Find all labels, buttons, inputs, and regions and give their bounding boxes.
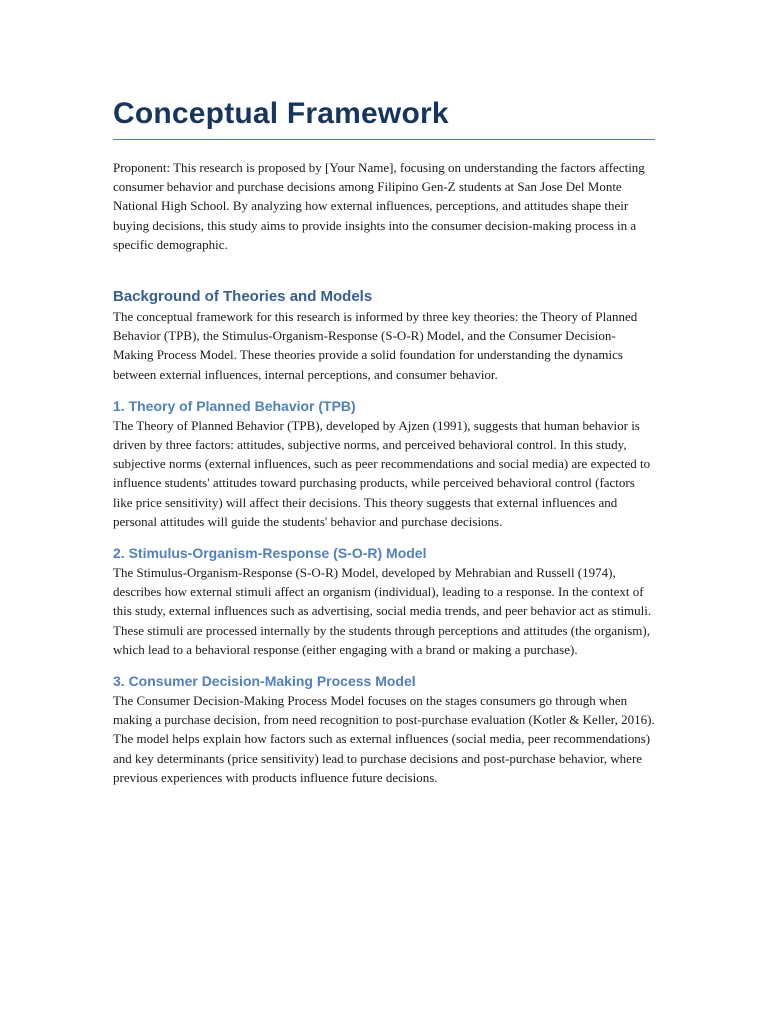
section-paragraph: The Consumer Decision-Making Process Model focuses on the stages consumers go through when making a purchase decision, from need recognition to post-purchase evaluation (Kotler & Keller, 2016). The model helps explain how factors such as external influences (social media, peer recommendations) and key determinants (price sensitivity) lead to purchase decisions and post-purchase behavior, where previous experiences with products influence future decisions.	[113, 693, 655, 785]
background-section	[113, 287, 655, 384]
document-page	[113, 92, 655, 787]
proponent-paragraph: Proponent: This research is proposed by [Your Name], focusing on understanding the factors affecting consumer behavior and purchase decisions among Filipino Gen-Z students at San Jose Del Monte National High School. By analyzing how external influences, perceptions, and attitudes shape their buying decisions, this study aims to provide insights into the consumer decision-making process in a specific demographic.	[113, 160, 645, 252]
section-heading: 1. Theory of Planned Behavior (TPB)	[113, 397, 356, 414]
section-paragraph: The Stimulus-Organism-Response (S-O-R) Model, developed by Mehrabian and Russell (1974), describes how external stimuli affect an organism (individual), leading to a response. In the context of this study, external influences such as advertising, social media trends, and peer behavior act as stimuli. These stimuli are processed internally by the students through perceptions and attitudes (the organism), which lead to a behavioral response (either engaging with a brand or making a purchase).	[113, 565, 652, 657]
document-title: Conceptual Framework	[113, 92, 655, 140]
section-heading: 3. Consumer Decision-Making Process Model	[113, 673, 416, 690]
section-cdm	[113, 671, 655, 787]
section-paragraph: The Theory of Planned Behavior (TPB), developed by Ajzen (1991), suggests that human behavior is driven by three factors: attitudes, subjective norms, and perceived behavioral control. In this study, subjective norms (external influences, such as peer recommendations and social media) are expected to influence students' attitudes toward purchasing products, while perceived behavioral control (factors like price sensitivity) will affect their decisions. This theory suggests that external influences and personal attitudes will guide the students' behavior and purchase decisions.	[113, 417, 651, 529]
section-sor	[113, 543, 655, 659]
section-heading: 2. Stimulus-Organism-Response (S-O-R) Model	[113, 545, 427, 562]
section-tpb	[113, 396, 655, 531]
background-heading: Background of Theories and Models	[113, 288, 373, 306]
background-paragraph: The conceptual framework for this research is informed by three key theories: the Theory of Planned Behavior (TPB), the Stimulus-Organism-Response (S-O-R) Model, and the Consumer Decision-Making Process Model. These theories provide a solid foundation for understanding the dynamics between external influences, internal perceptions, and consumer behavior.	[113, 309, 638, 382]
